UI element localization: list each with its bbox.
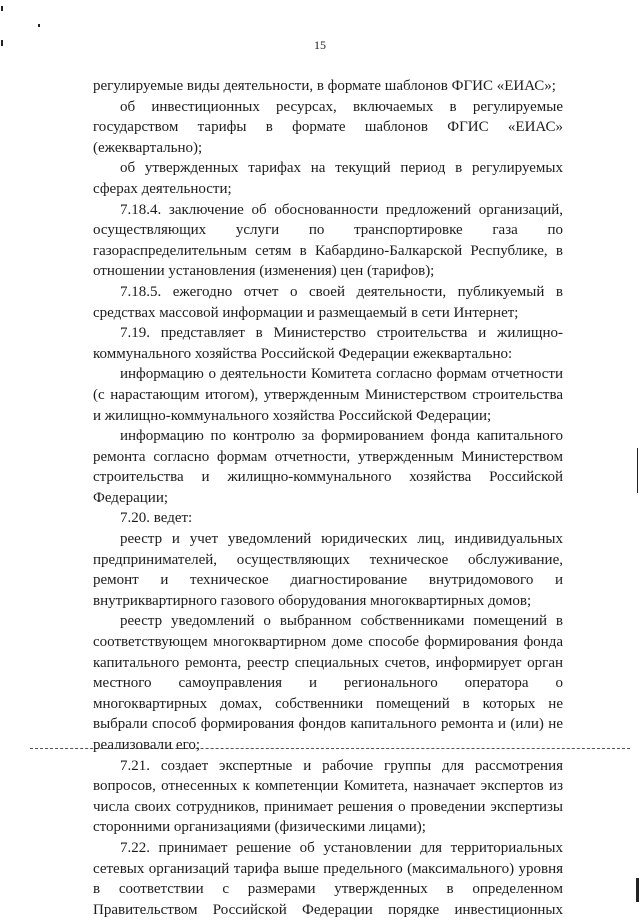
paragraph: реестр уведомлений о выбранном собственниками помещений в соответствующем многоквартирном доме способе формирования фонда капитального ремонта, реестр специальных счетов, информирует орган местного самоуправления и регионального оператора о многоквартирных домах, собственники помещений в которых не выбрали способ формирования фондов капитального ремонта и (или) не реализовали его;	[93, 613, 563, 753]
paragraph: 7.18.5. ежегодно отчет о своей деятельности, публикуемый в средствах массовой информации и размещаемый в сети Интернет;	[93, 283, 563, 321]
paragraph: 7.19. представляет в Министерство строительства и жилищно-коммунального хозяйства Российской Федерации ежеквартально:	[93, 325, 563, 362]
page-number: 15	[314, 38, 326, 52]
scan-mark	[1, 40, 3, 46]
scan-mark	[38, 24, 40, 27]
paragraph: об инвестиционных ресурсах, включаемых в регулируемые государством тарифы в формате шаблонов ФГИС «ЕИАС» (ежеквартально);	[93, 98, 563, 156]
paragraph: реестр и учет уведомлений юридических лиц, индивидуальных предпринимателей, осуществляющих техническое обслуживание, ремонт и техническое диагностирование внутридомового и внутриквартирного газового оборудования многоквартирных домов;	[93, 531, 563, 609]
scan-mark	[1, 6, 3, 11]
paragraph: об утвержденных тарифах на текущий период в регулируемых сферах деятельности;	[93, 160, 563, 197]
paragraph: информацию по контролю за формированием фонда капитального ремонта согласно формам отчетности, утвержденным Министерством строительства и жилищно-коммунального хозяйства Российской Федерации;	[93, 428, 563, 506]
paragraph: 7.22. принимает решение об установлении для территориальных сетевых организаций тарифа выше предельного (максимального) уровня в соответствии с размерами утвержденных в определенном Правительством Российской Федерации порядке инвестиционных	[93, 839, 563, 918]
paragraph: информацию о деятельности Комитета согласно формам отчетности (с нарастающим итогом), утвержденным Министерством строительства и жилищно-коммунального хозяйства Российской Федерации;	[93, 366, 563, 424]
scan-mark	[637, 448, 638, 493]
paragraph: 7.21. создает экспертные и рабочие группы для рассмотрения вопросов, отнесенных к компетенции Комитета, назначает экспертов из числа своих сотрудников, принимает решения о проведении экспертизы сторонними организациями (физическими лицами);	[93, 757, 563, 836]
scan-mark	[636, 878, 639, 902]
paragraph: 7.18.4. заключение об обоснованности предложений организаций, осуществляющих услуги по транспортировке газа по газораспределительным сетям в Кабардино-Балкарской Республике, в отношении установления (изменения) цен (тарифов);	[93, 201, 563, 280]
paragraph: 7.20. ведет:	[120, 510, 193, 527]
paragraph: регулируемые виды деятельности, в формате шаблонов ФГИС «ЕИАС»;	[93, 78, 556, 94]
document-body	[93, 76, 563, 920]
